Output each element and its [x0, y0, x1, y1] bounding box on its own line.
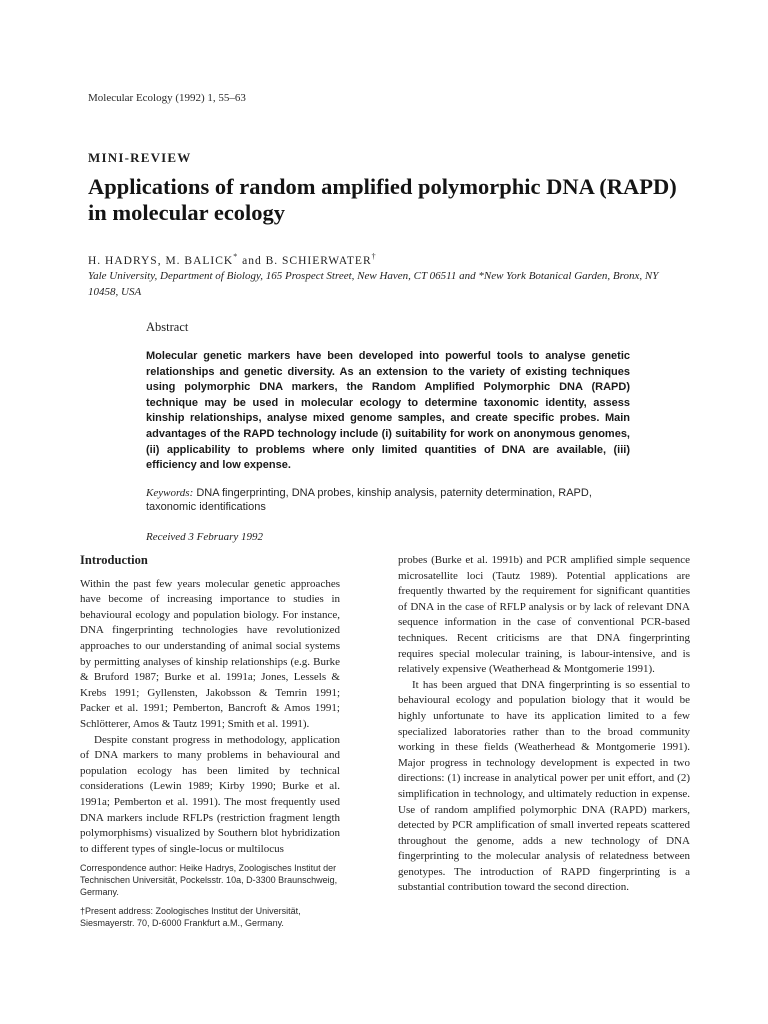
author-mark-dagger: † [371, 252, 377, 261]
intro-paragraph-1: Within the past few years molecular genetic approaches have become of increasing importance to studies in behavioural ecology and population biology. For instance, DNA fingerprinting technologies have revolutionized approaches to our understanding of animal social systems by permitting analyses of kinship relationships (e.g. Burke & Bruford 1987; Burke et al. 1991a; Jones, Lessels & Krebs 1991; Gyllensten, Jakobsson & Temrin 1991; Packer et al. 1991; Pemberton, Bancroft & Amos 1991; Schlötterer, Amos & Tautz 1991; Smith et al. 1991). [80, 577, 340, 730]
abstract-text: Molecular genetic markers have been developed into powerful tools to analyse genetic relationships and genetic diversity. As an extension to the variety of existing techniques using polymorphic DNA markers, the Random Amplified Polymorphic DNA (RAPD) technique may be used in molecular ecology to determine taxonomic identity, assess kinship relationships, analyse mixed genome samples, and create specific probes. Main advantages of the RAPD technology include (i) suitability for work on anonymous genomes, (ii) applicability to problems where only limited quantities of DNA are available, (iii) efficiency and low expense. [146, 350, 630, 472]
section-label: MINI-REVIEW [88, 150, 192, 165]
intro-paragraph-4: It has been argued that DNA fingerprinting is so essential to behavioural ecology and population biology that it would be highly unfortunate to have its application limited to a few specialized laboratories rather than to the broad community working in these fields (Weatherhead & Montgomerie 1991). Major progress in technology development is expected in two directions: (1) increase in analytical power per unit effort, and (2) simplification in technology, and ultimately reduction in expense. Use of random amplified polymorphic DNA (RAPD) markers, detected by PCR amplification of small inverted repeats scattered throughout the genome, adds a new technology of DNA fingerprinting to the molecular analysis of relatedness between genotypes. The introduction of RAPD fingerprinting is a substantial contribution toward the second direction. [398, 678, 690, 894]
received-date: Received 3 February 1992 [146, 530, 263, 543]
article-title: Applications of random amplified polymorphic DNA (RAPD) in molecular ecology [88, 174, 677, 225]
keywords [146, 486, 630, 515]
authors-names: H. HADRYS, M. BALICK [88, 254, 234, 267]
author-list [88, 252, 377, 267]
body-right-column [398, 553, 690, 896]
keywords-label: Keywords: [146, 486, 194, 499]
introduction-heading: Introduction [80, 553, 148, 567]
intro-paragraph-2: Despite constant progress in methodology, application of DNA markers to many problems in behavioural and population ecology has been limited by technical considerations (Lewin 1989; Kirby 1990; Burke et al. 1991a; Pemberton et al. 1991). The most frequently used DNA markers include RFLPs (restriction fragment length polymorphisms) visualized by Southern blot hybridization to different types of single-locus or multilocus [80, 733, 340, 855]
abstract-section [146, 320, 630, 543]
keywords-list: DNA fingerprinting, DNA probes, kinship analysis, paternity determination, RAPD, taxonomic identifications [146, 486, 592, 514]
abstract-heading: Abstract [146, 320, 189, 334]
authors-and: and B. SCHIERWATER [238, 254, 372, 267]
present-address-note: †Present address: Zoologisches Institut der Universität, Siesmayerstr. 70, D-6000 Frankfurt a.M., Germany. [80, 905, 301, 928]
journal-reference: Molecular Ecology (1992) 1, 55–63 [88, 92, 246, 104]
correspondence-note: Correspondence author: Heike Hadrys, Zoologisches Institut der Technischen Universität, Pockelsstr. 10a, D-3300 Braunschweig, Germany. [80, 863, 338, 898]
author-mark-asterisk: * [233, 252, 239, 261]
footnotes [80, 862, 342, 935]
affiliation: Yale University, Department of Biology, 165 Prospect Street, New Haven, CT 06511 and *New York Botanical Garden, Bronx, NY 10458, USA [88, 270, 659, 298]
body-left-column [80, 553, 340, 857]
intro-paragraph-3: probes (Burke et al. 1991b) and PCR amplified simple sequence microsatellite loci (Tautz 1989). Potential applications are frequently thwarted by the requirement for significant quantities of DNA in the case of RFLP analysis or by lack of relevant DNA sequence information in the case of conventional PCR-based techniques. Recent criticisms are that DNA fingerprinting requires special molecular training, is labour-intensive, and is relatively expensive (Weatherhead & Montgomerie 1991). [398, 554, 690, 676]
